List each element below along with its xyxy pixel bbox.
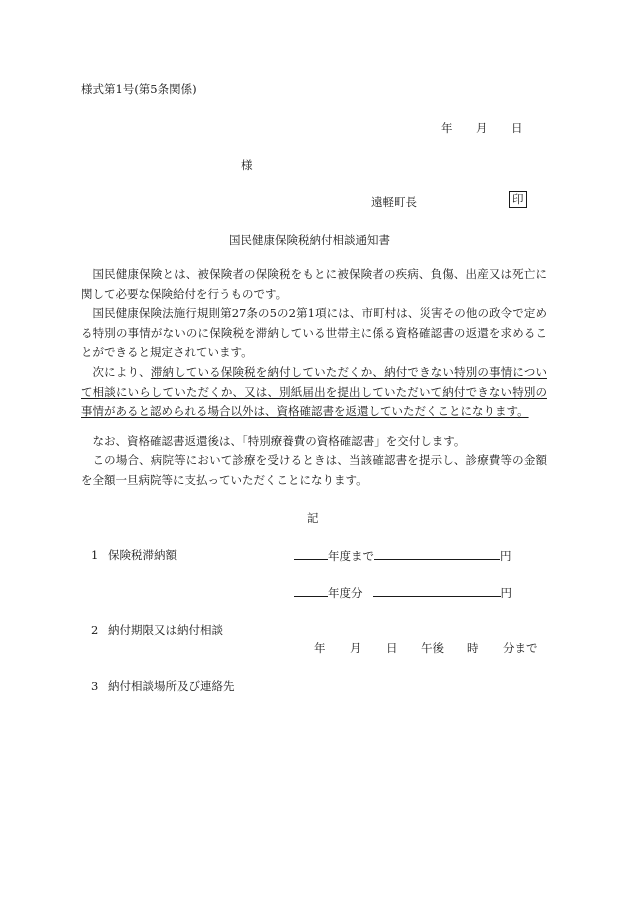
- date-year-label: 年: [441, 121, 453, 135]
- paragraph-request: [81, 363, 547, 422]
- date-day-label: 日: [511, 121, 523, 135]
- ki-heading: 記: [307, 511, 319, 525]
- paragraph-request-lead: 次により、: [92, 365, 151, 379]
- paragraph-regulation: 国民健康保険法施行規則第27条の5の2第1項には、市町村は、災害その他の政令で定める特別の事情がないのに保険税を滞納している世帯主に係る資格確認書の返還を求めることができると規定されています。: [81, 306, 547, 360]
- amount-unit: 円: [500, 586, 512, 600]
- amount-blank[interactable]: [374, 547, 500, 560]
- deadline-minute-label: 分まで: [503, 641, 538, 655]
- fiscal-year-blank[interactable]: [294, 584, 328, 597]
- issuer-name: 遠軽町長: [371, 195, 417, 209]
- amount-blank[interactable]: [373, 584, 501, 597]
- form-number: 様式第1号(第5条関係): [81, 82, 197, 96]
- item-payment-deadline: [91, 622, 223, 638]
- deadline-hour-label: 時: [467, 641, 479, 655]
- fiscal-year-blank[interactable]: [294, 547, 328, 560]
- date-month-label: 月: [476, 121, 488, 135]
- item-label: 保険税滞納額: [108, 548, 177, 562]
- item-number: 1: [91, 548, 99, 562]
- document-title: 国民健康保険税納付相談通知書: [229, 233, 390, 247]
- item-number: 3: [91, 679, 99, 693]
- paragraph-payment-note: この場合、病院等において診療を受けるときは、当該確認書を提示し、診療費等の金額を全額一旦病院等に支払っていただくことになります。: [81, 453, 547, 487]
- amount-row-label: 年度まで: [328, 549, 374, 563]
- amount-row-until-year: [294, 547, 512, 564]
- seal-mark: 印: [509, 191, 527, 208]
- paragraph-purpose: 国民健康保険とは、被保険者の保険税をもとに被保険者の疾病、負傷、出産又は死亡に関して必要な保険給付を行うものです。: [81, 267, 547, 301]
- amount-row-label: 年度分: [328, 586, 363, 600]
- paragraph-request-underlined: 滞納している保険税を納付していただくか、納付できない特別の事情について相談にいらしていただくか、又は、別紙届出を提出していただいて納付できない特別の事情があると認められる場合以外は、資格確認書を返還していただくことになります。: [81, 365, 547, 419]
- paragraph-after-return: なお、資格確認書返還後は、「特別療養費の資格確認書」を交付します。: [92, 434, 466, 448]
- deadline-datetime-row: [314, 640, 538, 656]
- amount-unit: 円: [500, 549, 512, 563]
- item-arrears-amount: [91, 547, 177, 563]
- item-number: 2: [91, 623, 99, 637]
- deadline-year-label: 年: [314, 641, 326, 655]
- deadline-day-label: 日: [386, 641, 398, 655]
- deadline-pm-label: 午後: [421, 641, 444, 655]
- item-label: 納付期限又は納付相談: [108, 623, 223, 637]
- deadline-month-label: 月: [350, 641, 362, 655]
- item-consultation-place: [91, 678, 235, 694]
- item-label: 納付相談場所及び連絡先: [108, 679, 235, 693]
- amount-row-year-portion: [294, 584, 512, 601]
- recipient-suffix: 様: [241, 158, 253, 172]
- date-line: [441, 120, 523, 136]
